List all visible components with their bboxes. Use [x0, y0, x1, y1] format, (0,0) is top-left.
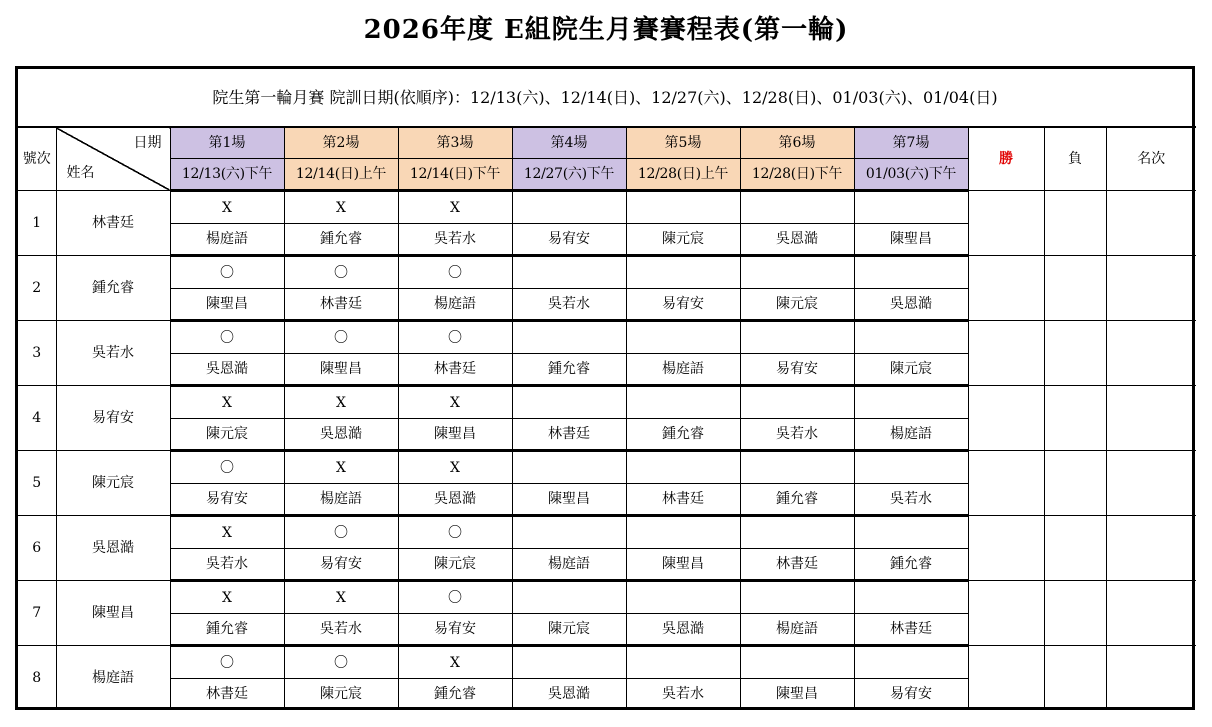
header-date-name — [56, 127, 170, 191]
loss-count — [1044, 581, 1106, 646]
result-mark — [854, 191, 968, 224]
win-count — [968, 386, 1044, 451]
result-mark: 〇 — [398, 256, 512, 289]
player-name: 鍾允睿 — [56, 256, 170, 321]
rank-value — [1106, 386, 1196, 451]
opponent-name: 楊庭語 — [398, 289, 512, 321]
opponent-name: 吳恩澔 — [398, 484, 512, 516]
result-mark — [626, 646, 740, 679]
header-win: 勝 — [968, 127, 1044, 191]
header-number: 號次 — [18, 127, 56, 191]
opponent-name: 吳若水 — [284, 614, 398, 646]
result-mark: X — [398, 646, 512, 679]
opponent-name: 楊庭語 — [284, 484, 398, 516]
opponent-name: 吳恩澔 — [284, 419, 398, 451]
schedule-sheet — [15, 66, 1195, 710]
opponent-name: 陳聖昌 — [626, 549, 740, 581]
player-number: 1 — [18, 191, 56, 256]
player-number: 2 — [18, 256, 56, 321]
opponent-name: 鍾允睿 — [740, 484, 854, 516]
result-mark — [854, 451, 968, 484]
opponent-name: 吳若水 — [740, 419, 854, 451]
opponent-name: 林書廷 — [854, 614, 968, 646]
opponent-name: 楊庭語 — [740, 614, 854, 646]
round-4-date: 12/27(六)下午 — [512, 159, 626, 191]
result-mark — [854, 516, 968, 549]
win-count — [968, 191, 1044, 256]
player-row-results — [18, 386, 1196, 419]
opponent-name: 吳若水 — [170, 549, 284, 581]
round-3-date: 12/14(日)下午 — [398, 159, 512, 191]
opponent-name: 吳恩澔 — [512, 679, 626, 710]
opponent-name: 鍾允睿 — [512, 354, 626, 386]
opponent-name: 易宥安 — [398, 614, 512, 646]
player-number: 4 — [18, 386, 56, 451]
player-row-results — [18, 646, 1196, 679]
loss-count — [1044, 256, 1106, 321]
opponent-name: 林書廷 — [398, 354, 512, 386]
opponent-name: 林書廷 — [512, 419, 626, 451]
player-row-results — [18, 321, 1196, 354]
result-mark: X — [398, 386, 512, 419]
result-mark — [854, 646, 968, 679]
opponent-name: 林書廷 — [740, 549, 854, 581]
rank-value — [1106, 581, 1196, 646]
rank-value — [1106, 451, 1196, 516]
round-2-label: 第2場 — [284, 127, 398, 159]
result-mark: 〇 — [398, 516, 512, 549]
opponent-name: 陳元宸 — [626, 224, 740, 256]
opponent-name: 鍾允睿 — [854, 549, 968, 581]
result-mark — [512, 191, 626, 224]
opponent-name: 楊庭語 — [854, 419, 968, 451]
round-7-date: 01/03(六)下午 — [854, 159, 968, 191]
player-name: 楊庭語 — [56, 646, 170, 710]
result-mark — [512, 451, 626, 484]
rank-value — [1106, 321, 1196, 386]
opponent-name: 吳恩澔 — [626, 614, 740, 646]
result-mark: 〇 — [284, 646, 398, 679]
opponent-name: 陳聖昌 — [740, 679, 854, 710]
header-row-rounds — [18, 127, 1196, 159]
opponent-name: 楊庭語 — [170, 224, 284, 256]
result-mark — [740, 451, 854, 484]
rank-value — [1106, 191, 1196, 256]
player-number: 5 — [18, 451, 56, 516]
opponent-name: 易宥安 — [170, 484, 284, 516]
opponent-name: 陳元宸 — [170, 419, 284, 451]
opponent-name: 陳元宸 — [854, 354, 968, 386]
rank-value — [1106, 646, 1196, 710]
round-3-label: 第3場 — [398, 127, 512, 159]
result-mark: 〇 — [398, 581, 512, 614]
opponent-name: 陳聖昌 — [170, 289, 284, 321]
result-mark: X — [398, 191, 512, 224]
player-number: 6 — [18, 516, 56, 581]
result-mark: 〇 — [170, 646, 284, 679]
opponent-name: 林書廷 — [626, 484, 740, 516]
opponent-name: 陳聖昌 — [854, 224, 968, 256]
player-name: 吳若水 — [56, 321, 170, 386]
result-mark: 〇 — [170, 256, 284, 289]
loss-count — [1044, 646, 1106, 710]
result-mark — [740, 321, 854, 354]
win-count — [968, 256, 1044, 321]
opponent-name: 吳若水 — [854, 484, 968, 516]
result-mark: X — [284, 451, 398, 484]
player-name: 林書廷 — [56, 191, 170, 256]
round-5-date: 12/28(日)上午 — [626, 159, 740, 191]
player-row-results — [18, 256, 1196, 289]
header-loss: 負 — [1044, 127, 1106, 191]
opponent-name: 鍾允睿 — [626, 419, 740, 451]
result-mark: X — [284, 191, 398, 224]
result-mark: X — [284, 581, 398, 614]
result-mark — [740, 191, 854, 224]
loss-count — [1044, 386, 1106, 451]
win-count — [968, 321, 1044, 386]
round-5-label: 第5場 — [626, 127, 740, 159]
result-mark: X — [398, 451, 512, 484]
page-title: 2026年度 E組院生月賽賽程表(第一輪) — [363, 15, 849, 45]
result-mark — [854, 321, 968, 354]
loss-count — [1044, 321, 1106, 386]
round-6-label: 第6場 — [740, 127, 854, 159]
player-number: 3 — [18, 321, 56, 386]
result-mark — [626, 321, 740, 354]
opponent-name: 吳若水 — [512, 289, 626, 321]
result-mark — [626, 386, 740, 419]
schedule-table-body — [18, 127, 1196, 709]
rank-value — [1106, 256, 1196, 321]
opponent-name: 吳若水 — [398, 224, 512, 256]
result-mark — [626, 581, 740, 614]
training-dates-subheading: 院生第一輪月賽 院訓日期(依順序)：12/13(六)、12/14(日)、12/27(六)、12/28(日)、01/03(六)、01/04(日) — [212, 88, 998, 107]
opponent-name: 陳聖昌 — [398, 419, 512, 451]
win-count — [968, 451, 1044, 516]
result-mark: 〇 — [284, 516, 398, 549]
opponent-name: 楊庭語 — [626, 354, 740, 386]
opponent-name: 陳聖昌 — [512, 484, 626, 516]
player-number: 7 — [18, 581, 56, 646]
result-mark — [626, 451, 740, 484]
result-mark — [740, 386, 854, 419]
loss-count — [1044, 451, 1106, 516]
round-1-date: 12/13(六)下午 — [170, 159, 284, 191]
win-count — [968, 646, 1044, 710]
loss-count — [1044, 191, 1106, 256]
result-mark — [512, 581, 626, 614]
player-row-results — [18, 451, 1196, 484]
schedule-table — [18, 126, 1196, 709]
opponent-name: 吳恩澔 — [740, 224, 854, 256]
opponent-name: 鍾允睿 — [398, 679, 512, 710]
opponent-name: 易宥安 — [626, 289, 740, 321]
result-mark — [740, 646, 854, 679]
result-mark: 〇 — [170, 321, 284, 354]
result-mark — [740, 516, 854, 549]
player-row-results — [18, 516, 1196, 549]
opponent-name: 林書廷 — [170, 679, 284, 710]
opponent-name: 陳元宸 — [398, 549, 512, 581]
result-mark: X — [170, 386, 284, 419]
result-mark: 〇 — [284, 256, 398, 289]
result-mark: 〇 — [284, 321, 398, 354]
player-number: 8 — [18, 646, 56, 710]
result-mark: X — [170, 581, 284, 614]
result-mark — [740, 581, 854, 614]
result-mark: 〇 — [170, 451, 284, 484]
opponent-name: 吳恩澔 — [170, 354, 284, 386]
opponent-name: 林書廷 — [284, 289, 398, 321]
result-mark — [512, 386, 626, 419]
result-mark — [854, 581, 968, 614]
result-mark — [854, 386, 968, 419]
opponent-name: 吳若水 — [626, 679, 740, 710]
player-name: 吳恩澔 — [56, 516, 170, 581]
header-date-label: 日期 — [133, 135, 162, 151]
result-mark — [740, 256, 854, 289]
loss-count — [1044, 516, 1106, 581]
result-mark: X — [170, 516, 284, 549]
player-name: 陳元宸 — [56, 451, 170, 516]
result-mark — [626, 256, 740, 289]
opponent-name: 陳元宸 — [512, 614, 626, 646]
result-mark — [626, 191, 740, 224]
round-4-label: 第4場 — [512, 127, 626, 159]
result-mark — [512, 321, 626, 354]
opponent-name: 易宥安 — [512, 224, 626, 256]
result-mark — [512, 646, 626, 679]
opponent-name: 鍾允睿 — [284, 224, 398, 256]
player-row-results — [18, 581, 1196, 614]
round-7-label: 第7場 — [854, 127, 968, 159]
result-mark — [512, 516, 626, 549]
header-rank: 名次 — [1106, 127, 1196, 191]
rank-value — [1106, 516, 1196, 581]
opponent-name: 吳恩澔 — [854, 289, 968, 321]
result-mark: 〇 — [398, 321, 512, 354]
opponent-name: 陳元宸 — [284, 679, 398, 710]
result-mark — [512, 256, 626, 289]
player-name: 陳聖昌 — [56, 581, 170, 646]
result-mark — [626, 516, 740, 549]
result-mark: X — [170, 191, 284, 224]
header-name-label: 姓名 — [66, 165, 95, 181]
win-count — [968, 516, 1044, 581]
player-row-results — [18, 191, 1196, 224]
round-2-date: 12/14(日)上午 — [284, 159, 398, 191]
result-mark — [854, 256, 968, 289]
player-name: 易宥安 — [56, 386, 170, 451]
win-count — [968, 581, 1044, 646]
opponent-name: 易宥安 — [740, 354, 854, 386]
opponent-name: 易宥安 — [284, 549, 398, 581]
result-mark: X — [284, 386, 398, 419]
opponent-name: 楊庭語 — [512, 549, 626, 581]
round-1-label: 第1場 — [170, 127, 284, 159]
opponent-name: 陳元宸 — [740, 289, 854, 321]
opponent-name: 陳聖昌 — [284, 354, 398, 386]
opponent-name: 鍾允睿 — [170, 614, 284, 646]
opponent-name: 易宥安 — [854, 679, 968, 710]
round-6-date: 12/28(日)下午 — [740, 159, 854, 191]
